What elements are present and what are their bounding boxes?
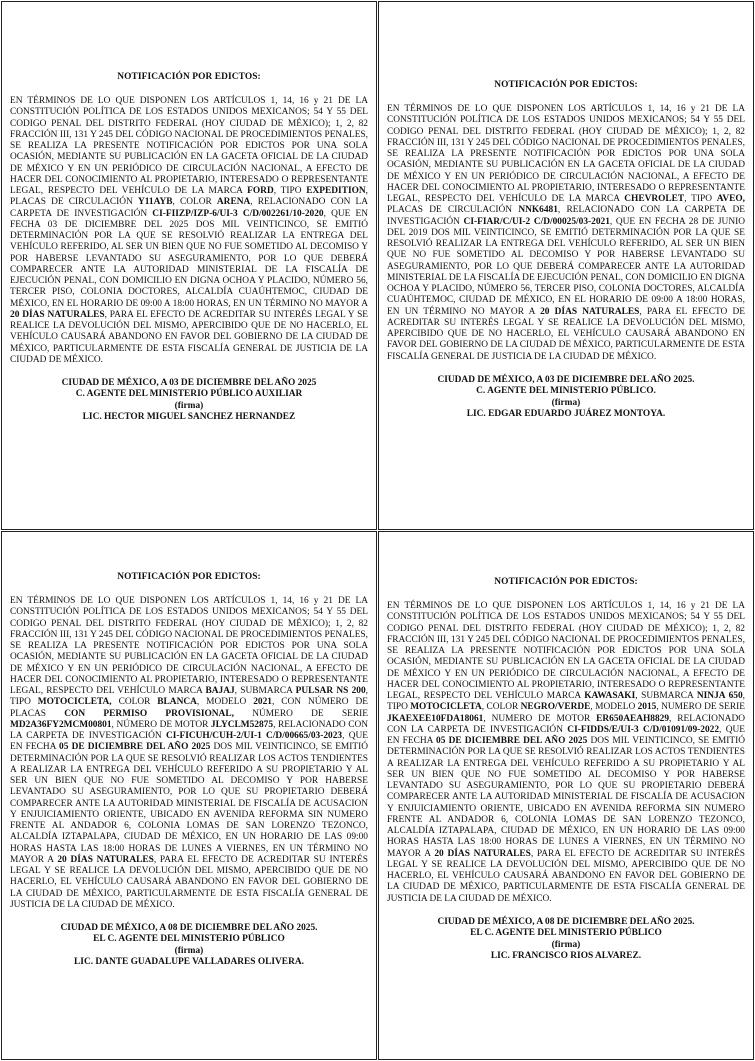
- signature-role: C. AGENTE DEL MINISTERIO PÚBLICO AUXILIAR: [75, 389, 303, 400]
- signature-place-date: CIUDAD DE MÉXICO, A 03 DE DICIEMBRE DEL AÑO 2025.: [437, 374, 695, 385]
- notice-text: , RELACIONADO CON LA CARPETA DE INVESTIGACIÓN: [387, 205, 745, 227]
- signature-role: EL C. AGENTE DEL MINISTERIO PÚBLICO: [470, 928, 662, 939]
- notice-highlight: NINJA 650: [696, 691, 743, 701]
- notice-body: [387, 104, 745, 363]
- notice-body: [10, 596, 368, 911]
- notice-highlight: JLYCLM52875: [210, 719, 274, 730]
- notice-text: , PLACAS DE CIRCULACIÓN: [10, 186, 369, 208]
- notice-signature: [10, 923, 368, 969]
- notice-highlight: BLANCA: [157, 697, 197, 708]
- notice-highlight: FORD: [247, 186, 274, 196]
- notice-text: , QUE EN FECHA: [10, 731, 368, 753]
- notice-text: , PARA EL EFECTO DE ACREDITAR SU INTERÉS LEGAL Y SE REALICE LA DEVOLUCIÓN DEL MISMO, APERCIBIDO QUE DE NO HACERLO, EL VEHÍCULO CAUSARÁ ABANDONO EN FAVOR DEL GOBIERNO DE LA CIUDAD DE MÉXICO, PARTICULARMENTE DE ESTA FISCALÍA GENERAL DE JUSTICIA DE LA CIUDAD DE MÉXICO.: [10, 309, 369, 365]
- notice-highlight: EXPEDITION: [306, 186, 366, 196]
- notice-highlight: NEGRO/VERDE: [520, 702, 591, 713]
- notice-highlight: PULSAR NS 200: [295, 686, 366, 696]
- notice-text: EN TÉRMINOS DE LO QUE DISPONEN LOS ARTÍCULOS 1, 14, 16 y 21 DE LA CONSTITUCIÓN POLÍTICA DE LOS ESTADOS UNIDOS MEXICANOS; 54 Y 55 DEL CODIGO PENAL DEL DISTRITO FEDERAL (HOY CIUDAD DE MÉXICO); 1, 2, 82 FRACCIÓN III, 131 Y 245 DEL CÓDIGO NACIONAL DE PROCEDIMIENTOS PENALES, SE REALIZA LA PRESENTE NOTIFICACIÓN POR EDICTOS POR UNA SOLA OCASIÓN, MEDIANTE SU PUBLICACIÓN EN LA GACETA OFICIAL DE LA CIUDAD DE MÉXICO Y EN UN PERIÓDICO DE CIRCULACIÓN NACIONAL, A EFECTO DE HACER DEL CONOCIMIENTO AL PROPIETARIO, INTERESADO O REPRESENTANTE LEGAL, RESPECTO DEL VEHÍCULO DE LA MARCA: [10, 96, 368, 196]
- notice-text: , QUE EN FECHA: [387, 724, 745, 746]
- notice-panel: [378, 1, 754, 530]
- notice-signature: [10, 378, 368, 424]
- notice-text: NÚMERO DE SERIE: [233, 708, 368, 719]
- notice-text: , COLOR: [481, 702, 521, 713]
- notice-text: , CON NÚMERO DE PLACAS: [10, 697, 368, 719]
- notice-text: EN TÉRMINOS DE LO QUE DISPONEN LOS ARTÍCULOS 1, 14, 16 y 21 DE LA CONSTITUCIÓN POLÍTICA DE LOS ESTADOS UNIDOS MEXICANOS; 54 Y 55 DEL CODIGO PENAL DEL DISTRITO FEDERAL (HOY CIUDAD DE MÉXICO); 1, 2, 82 FRACCIÓN III, 131 Y 245 DEL CÓDIGO NACIONAL DE PROCEDIMIENTOS PENALES, SE REALIZA LA PRESENTE NOTIFICACIÓN POR EDICTOS POR UNA SOLA OCASIÓN, MEDIANTE SU PUBLICACIÓN EN LA GACETA OFICIAL DE LA CIUDAD DE MÉXICO Y EN UN PERIÓDICO DE CIRCULACIÓN NACIONAL, A EFECTO DE HACER DEL CONOCIMIENTO AL PROPIETARIO, INTERESADO O REPRESENTANTE LEGAL, RESPECTO DEL VEHÍCULO MARCA: [10, 596, 368, 696]
- notice-text: , RELACIONADO CON LA CARPETA DE INVESTIGACIÓN: [10, 197, 369, 219]
- notice-highlight: Y11AYB: [137, 197, 173, 208]
- notice-title: NOTIFICACIÓN POR EDICTOS:: [494, 577, 638, 587]
- notice-text: , NUMERO DE MOTOR: [483, 713, 597, 724]
- notice-text: , TIPO: [10, 686, 368, 708]
- notice-highlight: 20 DÍAS NATURALES: [540, 306, 640, 317]
- notice-text: , TIPO: [684, 194, 717, 204]
- notice-text: , MODELO: [590, 702, 638, 713]
- notice-highlight: 20 DÍAS NATURALES: [10, 309, 105, 320]
- signature-mark: (firma): [551, 397, 581, 408]
- notice-highlight: ARENA: [216, 197, 251, 208]
- notice-panel: [378, 531, 754, 1060]
- notice-highlight: MOTOCICLETA,: [37, 697, 112, 708]
- notice-highlight: BAJAJ: [205, 686, 235, 696]
- notice-text: , MODELO: [196, 697, 254, 708]
- notice-text: , TIPO: [273, 186, 307, 196]
- notice-highlight: 05 DE DICIEMBRE DEL AÑO 2025: [59, 742, 211, 753]
- notice-highlight: MOTOCICLETA: [410, 702, 482, 713]
- notice-highlight: ER650AEAH8829: [596, 713, 670, 724]
- notice-highlight: CI-FIAR/C/UI-2 C/D/00025/03-2021: [463, 216, 610, 227]
- signature-name: LIC. DANTE GUADALUPE VALLADARES OLIVERA.: [74, 957, 304, 968]
- notice-highlight: AVEO,: [716, 194, 746, 204]
- signature-mark: (firma): [174, 400, 204, 411]
- signature-role: EL C. AGENTE DEL MINISTERIO PÚBLICO: [93, 934, 285, 945]
- notice-text: DOS MIL VEINTICINCO, SE EMITIÓ DETERMINACIÓN POR LA QUE SE RESOLVIÓ REALIZAR LOS ACTOS TENDIENTES A REALIZAR LA ENTREGA DEL VEHÍCULO REFERIDO A SU PROPIETARIO Y AL SER UN BIEN QUE NO FUE SOMETIDO AL DECOMISO Y POR HABERSE LEVANTADO SU ASEGURAMIENTO, POR LO QUE SU PROPIETARIO DEBERÁ COMPARECER ANTE LA AUTORIDAD MINISTERIAL DE FISCALÍA DE ACUSACION Y ENJUICIAMIENTO ORIENTE, UBICADO EN AVENIDA REFORMA SIN NUMERO FRENTE AL ANDADOR 6, COLONIA LOMAS DE SAN LORENZO TEZONCO, ALCALDÍA IZTAPALAPA, CIUDAD DE MÉXICO, EN UN HORARIO DE LAS 09:00 HORAS HASTA LAS 18:00 HORAS DE LUNES A VIERNES, EN UN TÉRMINO NO MAYOR A: [10, 742, 369, 865]
- signature-role: C. AGENTE DEL MINISTERIO PÚBLICO.: [476, 386, 656, 397]
- notice-highlight: 2021: [253, 697, 272, 708]
- notice-highlight: 2015: [637, 702, 657, 713]
- notice-highlight: 20 DÍAS NATURALES: [57, 854, 154, 865]
- notice-text: , NUMERO DE SERIE: [656, 702, 745, 713]
- notice-text: PLACAS DE CIRCULACIÓN: [387, 205, 519, 216]
- notice-body: [387, 601, 745, 905]
- signature-place-date: CIUDAD DE MÉXICO, A 08 DE DICIEMBRE DEL AÑO 2025.: [60, 923, 318, 933]
- signature-place-date: CIUDAD DE MÉXICO, A 03 DE DICIEMBRE DEL AÑO 2025: [61, 378, 317, 388]
- notice-title: NOTIFICACIÓN POR EDICTOS:: [117, 572, 261, 582]
- notice-text: , PARA EL EFECTO DE ACREDITAR SU INTERÉS LEGAL Y SE REALICE LA DEVOLUCIÓN DEL MISMO, APERCIBIDO QUE DE NO HACERLO, EL VEHÍCULO CAUSARÁ ABANDONO EN FAVOR DEL GOBIERNO DE LA CIUDAD DE MÉXICO, PARTICULARMENTE DE ESTA FISCALÍA GENERAL DE JUSTICIA DE LA CIUDAD DE MÉXICO.: [387, 306, 746, 362]
- notice-highlight: CI-FIDDS/E/UI-3 C/D/01091/09-2022: [567, 724, 720, 735]
- notice-text: , SUBMARCA: [635, 691, 697, 701]
- notice-text: , COLOR: [172, 197, 217, 208]
- signature-name: LIC. FRANCISCO RIOS ALVAREZ.: [490, 950, 642, 961]
- notice-text: , RELACIONADO CON LA CARPETA DE INVESTIGACIÓN: [10, 719, 368, 741]
- notice-text: COLOR: [111, 697, 158, 708]
- notice-text: , QUE EN FECHA 03 DE DICIEMBRE DEL 2025 DOS MIL VEINTICINCO, SE EMITIÓ DETERMINACIÓN POR LA QUE SE RESOLVIÓ REALIZAR LA ENTREGA DEL VEHÍCULO REFERIDO, AL SER UN BIEN QUE NO FUE SOMETIDO AL DECOMISO Y POR HABERSE LEVANTADO SU ASEGURAMIENTO, POR LO QUE DEBERÁ COMPARECER ANTE LA AUTORIDAD MINISTERIAL DE LA FISCALÍA DE EJECUCIÓN PENAL, CON DOMICILIO EN DIGNA OCHOA Y PLACIDO, NÚMERO 56, TERCER PISO, COLONIA DOCTORES, ALCALDÍA CUAÚHTEMOC, CIUDAD DE MÉXICO, EN EL HORARIO DE 09:00 A 18:00 HORAS, EN UN TÉRMINO NO MAYOR A: [10, 208, 368, 309]
- notice-highlight: NNK6481: [518, 205, 558, 216]
- notice-highlight: 05 DE DICIEMBRE DEL AÑO 2025: [436, 736, 588, 746]
- notice-text: EN TÉRMINOS DE LO QUE DISPONEN LOS ARTÍCULOS 1, 14, 16 y 21 DE LA CONSTITUCIÓN POLÍTICA DE LOS ESTADOS UNIDOS MEXICANOS; 54 Y 55 DEL CODIGO PENAL DEL DISTRITO FEDERAL (HOY CIUDAD DE MÉXICO); 1, 2, 82 FRACCIÓN III, 131 Y 245 DEL CÓDIGO NACIONAL DE PROCEDIMIENTOS PENALES, SE REALIZA LA PRESENTE NOTIFICACIÓN POR EDICTOS POR UNA SOLA OCASIÓN, MEDIANTE SU PUBLICACIÓN EN LA GACETA OFICIAL DE LA CIUDAD DE MÉXICO Y EN UN PERIÓDICO DE CIRCULACIÓN NACIONAL, A EFECTO DE HACER DEL CONOCIMIENTO AL PROPIETARIO, INTERESADO O REPRESENTANTE LEGAL, RESPECTO DEL VEHÍCULO DE LA MARCA: [387, 104, 745, 204]
- notice-highlight: CI-FICUH/CUH-2/UI-1 C/D/00665/03-2023: [165, 731, 343, 741]
- notice-text: , QUE EN FECHA 28 DE JUNIO DEL 2019 DOS MIL VEINTICINCO, SE EMITIÓ DETERMINACIÓN POR LA QUE SE RESOLVIÓ REALIZAR LA ENTREGA DEL VEHÍCULO REFERIDO, AL SER UN BIEN QUE NO FUE SOMETIDO AL DECOMISO Y POR HABERSE LEVANTADO SU ASEGURAMIENTO, POR LO QUE DEBERÁ COMPARECER ANTE LA AUTORIDAD MINISTERIAL DE LA FISCALÍA DE EJECUCIÓN PENAL, CON DOMICILIO EN DIGNA OCHOA Y PLACIDO, NÚMERO 56, TERCER PISO, COLONIA DOCTORES, ALCALDÍA CUAÚHTEMOC, CIUDAD DE MÉXICO, EN EL HORARIO DE 09:00 A 18:00 HORAS, EN UN TÉRMINO NO MAYOR A: [387, 216, 745, 317]
- notice-text: DOS MIL VEINTICINCO, SE EMITIÓ DETERMINACIÓN POR LA QUE SE RESOLVIÓ REALIZAR LOS ACTOS TENDIENTES A REALIZAR LA ENTREGA DEL VEHÍCULO REFERIDO A SU PROPIETARIO Y AL SER UN BIEN QUE NO FUE SOMETIDO AL DECOMISO Y POR HABERSE LEVANTADO SU ASEGURAMIENTO, POR LO QUE SU PROPIETARIO DEBERÁ COMPARECER ANTE LA AUTORIDAD MINISTERIAL DE FISCALÍA DE ACUSACION Y ENJUICIAMIENTO ORIENTE, UBICADO EN AVENIDA REFORMA SIN NUMERO FRENTE AL ANDADOR 6, COLONIA LOMAS DE SAN LORENZO TEZONCO, ALCALDÍA IZTAPALAPA, CIUDAD DE MÉXICO, EN UN HORARIO DE LAS 09:00 HORAS HASTA LAS 18:00 HORAS DE LUNES A VIERNES, EN UN TÉRMINO NO MAYOR A: [387, 736, 746, 859]
- signature-name: LIC. EDGAR EDUARDO JUÁREZ MONTOYA.: [466, 408, 666, 419]
- notice-title: NOTIFICACIÓN POR EDICTOS:: [494, 80, 638, 90]
- signature-mark: (firma): [174, 945, 204, 956]
- notice-highlight: 20 DÍAS NATURALES: [434, 848, 531, 859]
- notice-body: [10, 96, 368, 366]
- notice-panel: [1, 531, 377, 1060]
- notice-text: , RELACIONADO CON LA CARPETA DE INVESTIGACIÓN: [387, 713, 745, 735]
- notice-text: , SUBMARCA: [234, 686, 296, 696]
- notice-highlight: CHEVROLET: [624, 194, 685, 204]
- notice-panel: [1, 1, 377, 530]
- notice-highlight: JKAEXEE10FDA18061: [387, 713, 484, 724]
- notice-text: EN TÉRMINOS DE LO QUE DISPONEN LOS ARTÍCULOS 1, 14, 16 y 21 DE LA CONSTITUCIÓN POLÍTICA DE LOS ESTADOS UNIDOS MEXICANOS; 54 Y 55 DEL CODIGO PENAL DEL DISTRITO FEDERAL (HOY CIUDAD DE MÉXICO); 1, 2, 82 FRACCIÓN III, 131 Y 245 DEL CÓDIGO NACIONAL DE PROCEDIMIENTOS PENALES, SE REALIZA LA PRESENTE NOTIFICACIÓN POR EDICTOS POR UNA SOLA OCASIÓN, MEDIANTE SU PUBLICACIÓN EN LA GACETA OFICIAL DE LA CIUDAD DE MÉXICO Y EN UN PERIÓDICO DE CIRCULACIÓN NACIONAL, A EFECTO DE HACER DEL CONOCIMIENTO AL PROPIETARIO, INTERESADO O REPRESENTANTE LEGAL, RESPECTO DEL VEHÍCULO MARCA: [387, 601, 745, 701]
- notice-highlight: CI-FIIZP/IZP-6/UI-3 C/D/002261/10-2020: [152, 208, 324, 219]
- notice-signature: [387, 917, 745, 963]
- signature-place-date: CIUDAD DE MÉXICO, A 08 DE DICIEMBRE DEL AÑO 2025.: [437, 916, 695, 927]
- notice-text: , PARA EL EFECTO DE ACREDITAR SU INTERÉS LEGAL Y SE REALICE LA DEVOLUCIÓN DEL MISMO, APERCIBIDO QUE DE NO HACERLO, EL VEHÍCULO CAUSARÁ ABANDONO EN FAVOR DEL GOBIERNO DE LA CIUDAD DE MÉXICO, PARTICULARMENTE DE ESTA FISCALÍA GENERAL DE JUSTICIA DE LA CIUDAD DE MÉXICO.: [10, 854, 368, 910]
- notice-title: NOTIFICACIÓN POR EDICTOS:: [117, 72, 261, 82]
- notice-text: , PARA EL EFECTO DE ACREDITAR SU INTERÉS LEGAL Y SE REALICE LA DEVOLUCIÓN DEL MISMO, APERCIBIDO QUE DE NO HACERLO, EL VEHÍCULO CAUSARÁ ABANDONO EN FAVOR DEL GOBIERNO DE LA CIUDAD DE MÉXICO, PARTICULARMENTE DE ESTA FISCALÍA GENERAL DE JUSTICIA DE LA CIUDAD DE MÉXICO.: [387, 848, 745, 904]
- notice-highlight: KAWASAKI: [584, 691, 636, 701]
- signature-name: LIC. HECTOR MIGUEL SANCHEZ HERNANDEZ: [82, 412, 296, 423]
- notice-highlight: CON PERMISO PROVISIONAL,: [64, 708, 234, 719]
- signature-mark: (firma): [551, 939, 581, 950]
- notice-text: , TIPO: [387, 691, 745, 713]
- notice-highlight: MD2A36FY2MCM00801: [10, 719, 112, 730]
- notice-text: , NÚMERO DE MOTOR: [111, 719, 211, 730]
- notice-signature: [387, 375, 745, 421]
